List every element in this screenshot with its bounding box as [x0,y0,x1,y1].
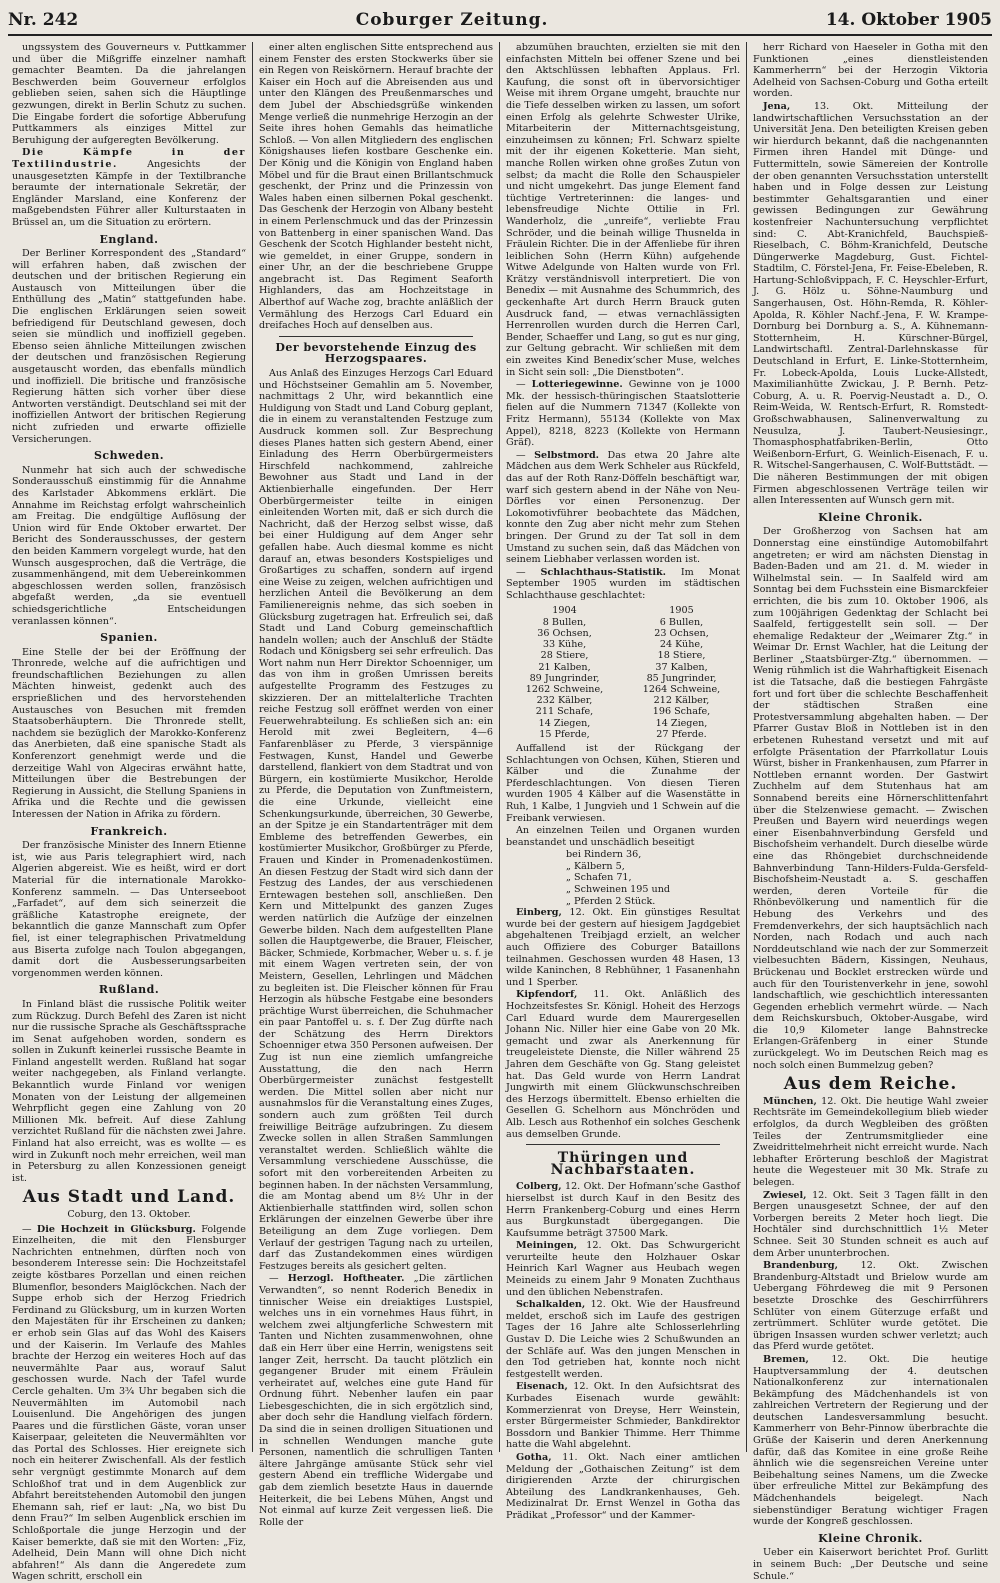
table-cell: 232 Kälber, [536,695,593,707]
article-text: Jena, 13. Okt. Mitteilung der landwirtschaftlichen Versuchsstation an der Universität Jena. Den beteiligten Kreisen geben wir hierdurch bekannt, daß die nachgenannten Firmen ihren Handel mit Dünge- und Futtermitteln, sowie Sämereien der Kontrolle der oben genannten Versuchsstation unterstellt haben und in Folge dessen zur Leistung bestimmter Gehaltsgarantien und einer gewissen Bedingungen zur Gewährung kostenfreier Nachuntersuchung verpflichtet sind: C. Abt-Kranichfeld, Bauchspieß-Rieselbach, C. Böhm-Kranichfeld, Deutsche Düngerwerke Magdeburg, Gust. Fichtel-Stadtilm, C. Förstel-Jena, Fr. Feise-Ebeleben, R. Hartung-Schloßvippach, F. C. Heyschler-Erfurt, J. G. Hölz u. Söhne-Naumburg und Sangerhausen, Ost. Höhn-Remda, R. Köhler-Apolda, R. Köhler Nachf.-Jena, F. W. Krampe-Dornburg bei Dornburg a. S., A. Kühnemann-Stotternheim, H. Kürschner-Bürgel, Landwirtschaftl. Zentral-Darlehnskasse für Deutschland in Erfurt, E. Linke-Stotternheim, Fr. Lobeck-Apolda, Louis Lucke-Allstedt, Maximilianhütte Zwickau, J. P. Bernh. Petz-Coburg, A. u. R. Poervig-Neustadt a. D., O. Reim-Weida, W. Rentsch-Erfurt, R. Romstedt-Großschwabhausen, Salinenverwaltung zu Neusulza, J. Taubert-Neusiesingr., Thomasphosphatfabriken-Berlin, Otto Weißenborn-Erfurt, G. Weinlich-Eisenach, F. u. R. Witschel-Sangerhausen, C. Wolf-Buttstädt. — Die näheren Bestimmungen der mit obigen Firmen abgeschlossenen Verträge teilen wir allen Interessenten auf Wunsch gern mit. [753,100,988,507]
columns [6,42,994,1583]
article-headline: Brandenburg, [763,1260,838,1272]
divider [279,336,473,337]
article-headline: Jena, [763,100,791,112]
table-row [506,662,740,673]
table-cell: 18 Stiere, [657,650,706,662]
section-heading-kleine-chronik: Kleine Chronik. [818,510,923,524]
table-cell: 196 Schafe, [652,706,711,718]
table-cell: 85 Jungrinder, [646,672,717,684]
article-text: abzumühen brauchten, erzielten sie mit den einfachsten Mitteln bei offener Szene und bei den Aktschlüssen lebhaften Applaus. Frl. Kaufung, die sonst oft in übervorsichtiger Weise mit ihrem Organe umgeht, brauchte nur die Tiefe desselben wirken zu lassen, um sofort einen Erfolg als gelehrte Schwester Ulrike, Mitarbeiterin der Mitternachtsgeistung, einzuheimsen zu können; Frl. Schwarz spielte mit der ihr eigenen Koketterie. Man sieht, manche Rollen wirken ohne großes Zutun von selbst; da macht die Rolle den Schauspieler und nicht umgekehrt. Das junge Element fand tüchtige Vertreterinnen: die langes- und lebensfreudige Nichte Ottilie in Frl. Wanderholz, die „unreife“, verliebte Frau Schröder, und die beinah willige Thusnelda in Fräulein Richter. Die in der Affenliebe für ihren leiblichen Sohn (Herrn Kühn) aufgehende Witwe Adelgunde von Halten wurde von Frl. Krätzy verständnisvoll interpretiert. Die von Benedix — mit Ausnahme des Schummrich, des geckenhafte Art durch Herrn Brauck guten Ausdruck fand, — etwas vernachlässigten Herrenrollen wurden durch die Herren Carl, Bender, Schaeffer und Lang, so gut es nur ging, zur Geltung gebracht. Wir schließen mit dem ein zweites Kind Benedix’scher Muse, welches in Sicht sein soll: „Die Dienstboten“. [506,42,740,378]
table-cell: 33 Kühe, [542,639,587,651]
article-headline: Schlachthaus-Statistik. [540,566,666,578]
article-headline-einzug: Der bevorstehende Einzug des Herzogspaares. [275,340,477,366]
list-item: „ Pferden 2 Stück. [566,895,656,907]
article-text: einer alten englischen Sitte entsprechend aus einem Fenster des ersten Stockwerks über sie ein Regen von Reiskörnern. Herauf brachte der Kaiser ein Hoch auf die Abreisenden aus und unter den Klängen des Preußenmarsches und dem Jubel der Abschiedsgrüße winkenden Menge verließ die nunmehrige Herzogin an der Seite ihres hohen Gemahls das heimatliche Schloß. — Von allen Mitgliedern des englischen Königshauses liefen kostbare Geschenke ein. Der König und die Königin von England haben Möbel und für die Braut einen Brillantschmuck geschenkt, der Prinz und die Prinzessin von Wales haben einen silbernen Pokal geschenkt. Das Geschenk der Herzogin von Albany besteht in einem Perlenschmuck und das der Prinzessin von Battenberg in einer spanischen Wand. Das Geschenk der Scotch Highlander besteht nicht, wie gemeldet, in einer Gruppe, sondern in einer Uhr, an der die beschriebene Gruppe angebracht ist. Das Regiment Seaforth Highlanders, das am Hochzeitstage in Alberthof auf Wache zog, brachte anläßlich der Vermählung des Herzogs Carl Eduard ein dreifaches Hoch auf denselben aus. [259,42,493,332]
column-3 [500,42,747,1521]
section-title-stadt-land: Aus Stadt und Land. [22,1187,236,1208]
divider [526,1144,720,1145]
table-header: 1904 [552,604,577,616]
table-row [506,706,740,717]
article-text: Eine Stelle der bei der Eröffnung der Thronrede, welche auf die aufrichtigen und freundschaftlichen Beziehungen zu allen Mächten hinweist, gedenkt auch des ersprießlichen und des hervorstehenden Austausches von Besuchen mit fremden Staatsoberhäuptern. Die Thronrede stellt, nachdem sie bezüglich der Marokko-Konferenz das Anerbieten, daß eine spanische Stadt als Konferenzort genehmigt werde und die derzeitige Wahl von Algeciras erwähnt hatte, Mitteilungen über die Bestrebungen der Regierung in Aussicht, die Stellung Spaniens in Afrika und die Rechte und die gewissen Interessen der Nation in Afrika zu fördern. [12,646,246,820]
table-row [506,628,740,639]
list-item: bei Rindern 36, [566,849,642,861]
article-headline: Kipfendorf, [516,989,578,1001]
article-text: Aus Anlaß des Einzuges Herzogs Carl Eduard und Höchstseiner Gemahlin am 5. November, nachmittags 2 Uhr, wird bekanntlich eine Huldigung von Stadt und Land Coburg geplant, die in einem zu veranstaltenden Festzuge zum Ausdruck kommen soll. Zur Besprechung dieses Planes hatten sich gestern Abend, einer Einladung des Herrn Oberbürgermeisters Hirschfeld nachkommend, zahlreiche Bewohner aus Stadt und Land in der Aktienbierhalle eingefunden. Der Herr Oberbürgermeister teilte in einigen einleitenden Worten mit, daß er sich durch die Nachricht, daß der Herzog selbst wisse, daß bei einer Huldigung auf dem Anger sehr gefallen habe. Auch diesmal komme es nicht darauf an, etwas besonders Kostspieliges und Großartiges zu schaffen, sondern auf irgend eine Weise zu zeigen, welchen aufrichtigen und herzlichen Anteil die Bevölkerung an dem Familienereignis nehme, das sich soeben in Glücksburg zugetragen hat. Erfreulich sei, daß Stadt und Land Coburg gemeinschaftlich handeln wollen; auch der Anschluß der Städte Rodach und Königsberg sei sehr erfreulich. Das Wort nahm nun Herr Direktor Schoenniger, um das von ihm in großen Umrissen bereits aufgestellte Programm des Festzuges zu skizzieren. Der an mittelalterliche Trachten reiche Festzug soll eröffnet werden von einer Feuerwehrabteilung. Es schließen sich an: ein Herold mit zwei Begleitern, 4—6 Fanfarenbläser zu Pferde, 3 vierspännige Festwagen, Kunst, Handel und Gewerbe darstellend, flankiert von dem Stadtrat und von Bürgern, ein kostümierte Musikchor, Herolde zu Pferde, die Deputation von Zunftmeistern, die eine Urkunde, vielleicht eine Schenkungsurkunde, überreichen, 30 Gewerbe, an der Spitze je ein Standartenträger mit dem Embleme des betreffenden Gewerbes, ein kostümierter Musikchor, Großbürger zu Pferde, Frauen und Kinder in Promenadenkostümen. An diesen Festzug der Stadt wird sich dann der Festzug des Landes, der aus verschiedenen Erntewagen bestehen soll, anschließen. Den Kern und Mittelpunkt des ganzen Zuges werden natürlich die Aufzüge der einzelnen Gewerbe bilden. Nach dem aufgestellten Plane sollen die Hauptgewerbe, die Brauer, Fleischer, Bäcker, Schmiede, Korbmacher, Weber u. s. f. je mit einem Wagen vertreten sein, der von Meistern, Gesellen, Lehrlingen und Mädchen zu begleiten ist. Die Fleischer können für Frau Herzogin als hübsche Festgabe eine besonders prächtige Wurst überreichen, die Schuhmacher ein paar Pantoffel u. s. f. Der Zug dürfte nach der Schätzung des Herrn Direktors Schoenniger etwa 350 Personen aufweisen. Der Zug ist nun eine ziemlich umfangreiche Ausstattung, die den nach Herrn Oberbürgermeister zunächst festgestellt werden. Die Mittel sollen aber nicht nur ausnahmslos für die Veranstaltung eines Zuges, sondern auch zum größten Teil durch freiwillige Beiträge aufzubringen. Zu diesem Zwecke sollen in allen Straßen Sammlungen veranstaltet werden. Schließlich wählte die Versammlung verschiedene Ausschüsse, die sofort mit den vorbereitenden Arbeiten zu beginnen haben. In der nächsten Versammlung, die am Montag abend um 8½ Uhr in der Aktienbierhalle stattfinden wird, sollen schon Erklärungen der einzelnen Gewerbe über ihre Beteiligung an dem Zuge vorliegen. Dem Verlauf der gestrigen Tagung nach zu urteilen, darf das Zustandekommen eines würdigen Festzuges bereits als gesichert gelten. [259,368,493,1272]
table-cell: 1264 Schweine, [642,683,721,695]
article-text: ungssystem des Gouverneurs v. Puttkammer und über die Mißgriffe einzelner namhaft gemachter Beamten. Da die jahrelangen Beschwerden beim Gouverneur erfolglos geblieben seien, sahen sich die Häuptlinge gezwungen, direkt in Berlin Schutz zu suchen. Die Eingabe fordert die sofortige Abberufung Puttkammers als einziges Mittel zur Beruhigung der aufgeregten Bevölkerung. [12,42,246,146]
article-text: Gotha, 11. Okt. Nach einer amtlichen Meldung der „Gothaischen Zeitung“ ist dem dirigierenden Arzte der chirurgischen Abteilung des Landkrankenhauses, Geh. Medizinalrat Dr. Ernst Wenzel in Gotha das Prädikat „Professor“ und der Kammer- [506,1451,740,1521]
table-cell: 27 Pferde. [656,728,707,740]
article-text: Ueber ein Kaiserwort berichtet Prof. Gurlitt in seinem Buch: „Der Deutsche und seine Schule.“ [753,1547,988,1582]
article-text: Kipfendorf, 11. Okt. Anläßlich des Hochzeitsfestes Sr. Königl. Hoheit des Herzogs Carl Eduard wurde dem Maurergesellen Johann Nic. Niller hier eine Gabe von 20 Mk. gemacht und zwar als Anerkennung für treugeleistete Dienste, die Niller während 25 Jahren dem Geschäfte von Gg. Stang geleistet hat. Das Geld wurde von Herrn Landrat Jungwirth mit einem Glückwunschschreiben des Herzogs übermittelt. Ebenso erhielten die Gesellen G. Schelhorn aus Mönchröden und Alb. Lesch aus Rothenhof ein solches Geschenk aus demselben Grunde. [506,989,740,1140]
article-text: Einberg, 12. Okt. Ein günstiges Resultat wurde bei der gestern auf hiesigem Jagdgebiet abgehaltenen Treibjagd erzielt, an welcher auch Offiziere des Coburger Bataillons teilnahmen. Geschossen wurden 48 Hasen, 13 wilde Kaninchen, 8 Rebhühner, 1 Fasanenhahn und 1 Sperber. [506,907,740,988]
section-title-thueringen: Thüringen und Nachbarstaaten. [550,1150,696,1178]
article-headline: Bremen, [763,1353,809,1365]
article-text: Nunmehr hat sich auch der schwedische Sonderausschuß einstimmig für die Annahme des Karlstader Abkommens erklärt. Die Annahme im Reichstag erfolgt wahrscheinlich am Freitag. Die endgültige Auflösung der Union wird für Ende Oktober erwartet. Der Bericht des Sonderausschusses, der gestern den beiden Kammern vorgelegt wurde, hat den Wunsch ausgesprochen, daß die Verträge, die zusammenhängend, mit dem Uebereinkommen abgeschlossen werden sollen, französisch abgefaßt werden, „da sie eventuell schiedsgerichtliche Entscheidungen veranlassen können“. [12,464,246,627]
table-cell: 1262 Schweine, [525,683,604,695]
article-text: München, 12. Okt. Die heutige Wahl zweier Rechtsräte im Gemeindekollegium blieb wieder erfolglos, da durch Wegbleiben des größten Teiles der Zentrumsmitglieder eine Zweidrittelmehrheit nicht erreicht wurde. Nach lebhafter Erörterung beschloß der Magistrat heute die Wegesteuer mit 30 Mk. Strafe zu belegen. [753,1095,988,1188]
section-title-aus-dem-reiche: Aus dem Reiche. [783,1074,958,1095]
article-text: Auffallend ist der Rückgang der Schlachtungen von Ochsen, Kühen, Stieren und Kälber und die Zunahme der Pferdeschlachtungen. Von diesen Tieren wurden 1905 4 Kälber auf die Wasenstätte in Ruh, 1 Kalbe, 1 Jungvieh und 1 Schwein auf die Freibank verwiesen. [506,742,740,824]
masthead [8,10,992,36]
table-cell: 8 Bullen, [542,616,587,628]
article-text: Die Kämpfe in der Textilindustrie. Angesichts der unausgesetzten Kämpfe in der Textilbranche beraumte der internationale Sekretär, der Engländer Marsland, eine Konferenz der maßgebendsten Führer aller Kulturstaaten in Brüssel an, um die Situation zu erörtern. [12,147,246,228]
table-cell: 212 Kälber, [653,695,710,707]
table-header: 1905 [669,604,694,616]
article-headline: Schalkalden, [516,1299,586,1311]
table-row [506,695,740,706]
column-2 [253,42,500,1528]
article-text: Colberg, 12. Okt. Der Hofmann’sche Gasthof hierselbst ist durch Kauf in den Besitz des Herrn Frankenberg-Coburg und eines Herrn aus Burgkunstadt übergegangen. Die Kaufsumme beträgt 37500 Mark. [506,1181,740,1239]
table-row [506,639,740,650]
article-text: herr Richard von Haeseler in Gotha mit den Funktionen „eines dienstleistenden Kammerherrn“ bei der Herzogin Viktoria Adelheid von Sachsen-Coburg und Gotha erteilt worden. [753,42,988,100]
article-text: Brandenburg, 12. Okt. Zwischen Brandenburg-Altstadt und Brielow wurde am Uebergang Föhrdeweg die mit 9 Personen besetzte Droschke des Geschirrführers Schlüter von einem Güterzuge erfaßt und zertrümmert. Schlüter wurde getötet. Die übrigen Insassen wurden schwer verletzt; auch das Pferd wurde getötet. [753,1260,988,1353]
section-heading-frankreich: Frankreich. [90,824,168,838]
table-row [506,650,740,661]
section-heading-england: England. [99,232,159,246]
article-text: In Finland bläst die russische Politik weiter zum Rückzug. Durch Befehl des Zaren ist nicht nur die russische Sprache als Geschäftssprache im Senat aufgehoben worden, sondern es sollen in Zukunft keinerlei russische Beamte in Finland angestellt werden. Rußland hat sogar weiter nachgegeben, als Finland verlangte. Bekanntlich wurde Finland vor wenigen Monaten von der Leistung der allgemeinen Wehrpflicht gegen eine Zahlung von 20 Millionen Mk. befreit. Auf diese Zahlung verzichtet Rußland für die nächsten zwei Jahre. Finland hat also erreicht, was es wollte — es wird in Zukunft noch mehr erreichen, weil man in Petersburg zu allen Konzessionen geneigt ist. [12,998,246,1184]
column-1 [6,42,253,1583]
table-cell: 14 Ziegen, [655,717,708,729]
article-headline: Selbstmord. [534,449,599,461]
table-row [506,684,740,695]
issue-number: Nr. 242 [8,10,79,30]
article-headline: Die Kämpfe in der Textilindustrie. [12,147,246,170]
article-text: Der französische Minister des Innern Etienne ist, wie aus Paris telegraphiert wird, nach Algerien abgereist. Wie es heißt, wird er dort Material für die internationale Marokko-Konferenz sammeln. — Das Unterseeboot „Farfadet“, auf dem sich seinerzeit die gräßliche Katastrophe ereignete, der bekanntlich die ganze Mannschaft zum Opfer fiel, ist einer telegraphischen Privatmeldung aus Biserta zufolge nach Toulon abgegangen, damit dort die Ausbesserungsarbeiten vorgenommen werden können. [12,840,246,979]
article-headline: München, [763,1095,817,1107]
article-text: Eisenach, 12. Okt. In den Aufsichtsrat des Kurbades Eisenach wurde gewählt: Kommerzienrat von Dreyse, Herr Weinstein, erster Bürgermeister Schmieder, Bankdirektor Bossdorn und Bankier Thimme. Herr Thimme hatte die Wahl abgelehnt. [506,1381,740,1451]
table-cell: 36 Ochsen, [537,627,592,639]
article-headline: Die Hochzeit in Glücksburg. [36,1223,196,1235]
article-headline: Herzogl. Hoftheater. [287,1273,405,1285]
table-row [506,673,740,684]
article-text: — Lotteriegewinne. Gewinne von je 1000 Mk. der hessisch-thüringischen Staatslotterie fielen auf die Nummern 71347 (Kollekte von Fritz Hermann), 55134 (Kollekte von Max Appel), 8218, 8223 (Kollekte von Hermann Gräf). [506,379,740,449]
table-cell: 23 Ochsen, [654,627,709,639]
article-headline: Eisenach, [516,1381,568,1393]
table-cell: 24 Kühe, [659,639,704,651]
article-text: Schalkalden, 12. Okt. Wie der Hausfreund meldet, erschoß sich im Laufe des gestrigen Tages der 16 Jahre alte Schlosserlehrling Gustav D. Die Leiche wies 2 Schußwunden an der Schläfe auf. Was den jungen Menschen in den Tod getrieben hat, konnte noch nicht festgestellt werden. [506,1299,740,1380]
article-text: — Herzogl. Hoftheater. „Die zärtlichen Verwandten“, so nennt Roderich Benedix in tinnischer Weise ein dreiaktiges Lustspiel, welches uns in ein vornehmes Haus führt, in welchem zwei altjungferliche Schwestern mit Tanten und Nichten zusammenwohnen, ohne daß ein Herr über eine Herrin, wenigstens seit langer Zeit, herrscht. Da taucht plötzlich ein gegangener Bruder mit einem Fräulein verheiratet auf, welches eine gute Hand für Ordnung führt. Nebenher laufen ein paar Liebesgeschichten, die in sich ergötzlich sind, aber doch sehr die Handlung vielfach fördern. Da sind die in seinen drolligen Situationen und in schnellen Wendungen manche gute Personen, namentlich die schrulligen Tanten ältere Jahrgänge amüsante Stück sehr viel gestern Abend ein treffliche Widergabe und gab dem ziemlich besetzte Haus in dauernde Heiterkeit, die bei Lebens Mühen, Angst und Not einmal auf kurze Zeit vergessen ließ. Die Rolle der [259,1273,493,1528]
article-headline: Lotteriegewinne. [531,379,623,391]
article-text: Zwiesel, 12. Okt. Seit 3 Tagen fällt in den Bergen unausgesetzt Schnee, der auf den Vorbergen bereits 2 Meter hoch liegt. Die Hochtäler sind durchschnittlich 1½ Meter Schnee. Seit 30 Stunden schneit es auch auf dem Arber ununterbrochen. [753,1189,988,1259]
section-heading-spanien: Spanien. [100,631,158,645]
table-row [506,718,740,729]
article-text: Meiningen, 12. Okt. Das Schwurgericht verurteilte heute den Holzhauer Oskar Heinrich Karl Wagner aus Heubach wegen Meineids zu einem Jahr 9 Monaten Zuchthaus und den üblichen Nebenstrafen. [506,1240,740,1298]
table-cell: 28 Stiere, [540,650,589,662]
table-cell: 211 Schafe, [535,706,594,718]
table-cell: 14 Ziegen, [538,717,591,729]
article-headline: Meiningen, [516,1240,578,1252]
list-item: „ Schafen 71, [566,872,632,884]
article-text: — Die Hochzeit in Glücksburg. Folgende Einzelheiten, die mit den Flensburger Nachrichten entnehmen, dürften noch von besonderem Interesse sein: Die Hochzeitstafel zeigte köstbares Porzellan und einen reichen Blumenflor, besonders Maiglöckchen. Nach der Suppe erhob sich der Herzog Friedrich Ferdinand zu Glücksburg, um in kurzen Worten den Majestäten für ihr Erscheinen zu danken; er erhob sein Glas auf das Wohl des Kaisers und der Kaiserin. Im Verlaufe des Mahles brachte der Herzog ein weiteres Hoch auf das neuvermählte Paar aus, worauf Salut geschossen wurde. Nach der Tafel wurde Cercle gehalten. Um 3¾ Uhr begaben sich die Neuvermählten im Automobil nach Louisenlund. Die Angehörigen des jungen Paares und die fürstlichen Gäste, voran unser Kaiserpaar, geleiteten die Neuvermählten vor das Portal des Schlosses. Hier ereignete sich noch ein heiterer Zwischenfall. Als der festlich sehr vergnügt gestimmte Monarch auf dem Schloßhof trat und in dem Augenblick zur Abfahrt bereitstehenden Automobil den jungen Ehemann sah, rief er laut: „Na, wo bist Du denn Frau?“ Im selben Augenblick erschien im Schloßportale die junge Herzogin und der Kaiser bemerkte, daß sie mit den Worten: „Fiz, Adelheid, Dein Mann will ohne Dich nicht abfahren!“ Als dann die Angeredete zum Wagen schritt, erscholl ein [12,1223,246,1583]
article-text: An einzelnen Teilen und Organen wurden beanstandet und unschädlich beseitigt [506,825,740,848]
section-heading-schweden: Schweden. [93,449,165,463]
list-item: „ Kälbern 5, [566,860,625,872]
article-text: Bremen, 12. Okt. Die heutige Hauptversammlung der 4. deutschen Nationalkonferenz zur internationalen Bekämpfung des Mädchenhandels ist von zahlreichen Vertretern der Regierung und der deutschen Landesversammlung besucht. Kammerherr von Behr-Pinnow überbrachte die Grüße der Kaiserin und deren Anerkennung dafür, daß das Komitee in eine große Reihe ähnlich wie die segensreichen Vereine unter Beibehaltung seines Namens, um die Zwecke über erfreuliche Mittel zur Bekämpfung des Mädchenhandels beigelegt. Nach siebenstündiger Beratung wichtiger Fragen wurde der Kongreß geschlossen. [753,1353,988,1528]
article-text: — Schlachthaus-Statistik. Im Monat September 1905 wurden im städtischen Schlachthause geschlachtet: [506,566,740,601]
article-text: Der Berliner Korrespondent des „Standard“ will erfahren haben, daß zwischen der deutschen und der britischen Regierung ein Austausch von Mitteilungen über die Enthüllung des „Matin“ stattgefunden habe. Die englischen Erklärungen seien soweit befriedigend für Deutschland gewesen, doch seien sie mündlich und inoffiziell gegeben. Ebenso seien ähnliche Mitteilungen zwischen der deutschen und französischen Regierung ausgetauscht worden, das ebenfalls mündlich und inoffiziell. Die britische und französische Regierung hätten sich vorher über diese Antworten verständigt. Deutschland sei mit der inoffiziellen Antwort der britischen Regierung nicht zufrieden und erwarte offizielle Versicherungen. [12,248,246,445]
table-cell: 21 Kalben, [538,661,591,673]
table-cell: 15 Pferde, [539,728,590,740]
organs-list [506,849,740,907]
table-row [506,617,740,628]
article-text: Der Großherzog von Sachsen hat am Donnerstag eine einstündige Automobilfahrt angetreten; er wird am nächsten Dienstag in Baden-Baden und am 21. d. M. wieder in Wilhelmstal sein. — In Saalfeld wird am Sonntag bei dem Fuchsstein eine Bismarckfeier errichten, die bis zum 10. Oktober 1906, als zum 100jährigen Gedenktag der Schlacht bei Saalfeld, fertiggestellt sein soll. — Der ehemalige Redakteur der „Weimarer Ztg.“ in Weimar Dr. Ernst Wachler, hat die Leitung der Berliner „Staatsbürger-Ztg.“ übernommen. — Wenig rühmlich ist die Wahrhaftigkeit Eisenach ist die Tatsache, daß die bestiegen Fahrgäste fort und fort über die schlechte Beschaffenheit der städtischen Straßen eine Protestversammlung abgehalten haben. — Der Pfarrer Gustav Bloß in Nottleben ist in den erbetenen Ruhestand versetzt und mit auf erfolgte Präsentation der Pfarrkollatur Louis Würst, bisher in Frankenhausen, zum Pfarrer in Nottleben ernannt worden. Der Gastwirt Zuchhelm auf dem Stutenhaus hat am Sonnabend bereits eine Hörnerschlittenfahrt über die Stelzenwiese gemacht. — Zwischen Preußen und Bayern wird neuerdings wegen einer Eisenbahnverbindung Gersfeld und Bischofsheim verhandelt. Durch dieselbe würde eine das Rhöngebiet durchschneidende Bahnverbindung Tann-Hilders-Fulda-Gersfeld-Bischofsheim-Neustadt a. S. geschaffen werden, deren Vorteile für die Rhönbevölkerung und namentlich für die Hebung des Verkehrs und des Fremdenverkehrs, der sich hauptsächlich nach Norden, nach Rodach und auch nach Norddeutschland wie nach der zur Sommerzeit vielbesuchten Bädern, Kissingen, Neuhaus, Brückenau und Bocklet erstrecken würde und auch für den Touristenverkehr in jene, sowohl landschaftlich, wie geschichtlich interessanten Gegenden erheblich vermehrt würde. — Nach dem Reichskursbuch, Oktober-Ausgabe, wird die 10,9 Kilometer lange Bahnstrecke Erlangen-Gräfenberg in einer Stunde zurückgelegt. Wo im Deutschen Reich mag es noch solch einen Bummelzug geben? [753,526,988,1071]
article-headline: Colberg, [516,1181,562,1193]
article-headline: Einberg, [516,907,562,919]
table-cell: 37 Kalben, [655,661,708,673]
column-4 [747,42,994,1582]
list-item: „ Schweinen 195 und [566,884,671,896]
table-row [506,729,740,740]
section-heading-kleine-chronik: Kleine Chronik. [818,1531,923,1545]
newspaper-title: Coburger Zeitung. [355,10,549,30]
article-headline: Zwiesel, [763,1189,807,1201]
issue-date: 14. Oktober 1905 [825,10,992,30]
article-headline: Gotha, [516,1451,552,1463]
article-text: — Selbstmord. Das etwa 20 Jahre alte Mädchen aus dem Werk Schheler aus Rückfeld, das auf der Roth Ranz-Döffeln beschäftigt war, warf sich gestern abend in der Nähe von Neu-Dörfles vor einen Personenzug. Der Lokomotivführer beobachtete das Mädchen, konnte den Zug aber nicht mehr zum Stehen bringen. Der Grund zu der Tat soll in dem Umstand zu suchen sein, daß das Mädchen von seinem Liebhaber verlassen worden ist. [506,449,740,566]
table-cell: 89 Jungrinder, [529,672,600,684]
dateline: Coburg, den 13. Oktober. [67,1209,191,1220]
section-heading-russland: Rußland. [98,983,160,997]
table-cell: 6 Bullen, [659,616,704,628]
slaughter-statistics-table [506,604,740,740]
